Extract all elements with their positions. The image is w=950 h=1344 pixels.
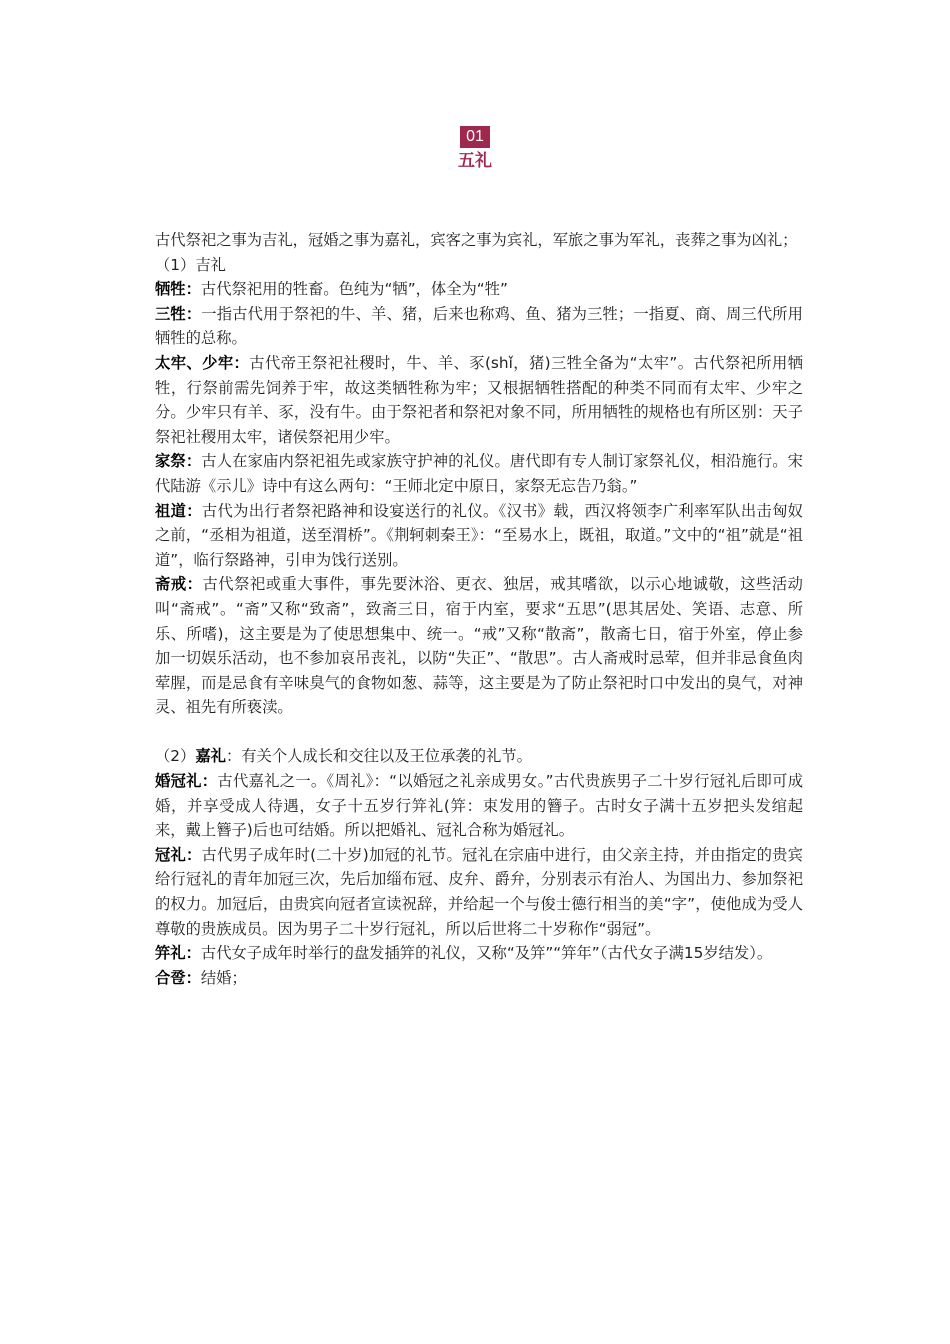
section-header (0, 126, 950, 172)
entry-term: 斋戒： (155, 575, 203, 594)
entry-term: 婚冠礼： (155, 772, 218, 791)
body-text (155, 228, 803, 990)
entry-text: 古人在家庙内祭祀祖先或家族守护神的礼仪。唐代即有专人制订家祭礼仪，相沿施行。宋代陆游《示儿》诗中有这么两句：“王师北定中原日，家祭无忘告乃翁。” (155, 452, 803, 495)
entry-tailao (155, 351, 803, 449)
entry-text: 古代男子成年时(二十岁)加冠的礼节。冠礼在宗庙中进行，由父亲主持，并由指定的贵宾给行冠礼的青年加冠三次，先后加缁布冠、皮弁、爵弁，分别表示有治人、为国出力、参加祭祀的权力。加冠后，由贵宾向冠者宣读祝辞，并给起一个与俊士德行相当的美“字”，使他成为受人尊敬的贵族成员。因为男子二十岁行冠礼，所以后世将二十岁称作“弱冠”。 (155, 845, 803, 938)
entry-jili (155, 941, 803, 966)
entry-zhaijie (155, 572, 803, 720)
entry-text: 古代祭祀用的牲畜。色纯为“牺”，体全为“牲” (200, 280, 508, 299)
entry-text: 古代为出行者祭祀路神和设宴送行的礼仪。《汉书》载，西汉将领李广利率军队出击匈奴之前，“丞相为祖道，送至渭桥”。《荆轲刺秦王》：“至易水上，既祖，取道。”文中的“祖”就是“祖道”，临行祭路神，引申为饯行送别。 (155, 501, 803, 569)
entry-term: 合卺： (155, 968, 201, 987)
entry-zudao (155, 499, 803, 573)
section2-heading-term: 嘉礼 (195, 747, 226, 766)
entry-text: 古代祭祀或重大事件，事先要沐浴、更衣、独居，戒其嗜欲，以示心地诚敬，这些活动叫“斋戒”。“斋”又称“致斋”，致斋三日，宿于内室，要求“五思”(思其居处、笑语、志意、所乐、所嗜)，这主要是为了使思想集中、统一。“戒”又称“散斋”，散斋七日，宿于外室，停止参加一切娱乐活动，也不参加哀吊丧礼，以防“失正”、“散思”。古人斋戒时忌荤，但并非忌食鱼肉荤腥，而是忌食有辛味臭气的食物如葱、蒜等，这主要是为了防止祭祀时口中发出的臭气，对神灵、祖先有所亵渎。 (155, 575, 803, 717)
entry-guanli (155, 843, 803, 941)
section2-heading-prefix: （2） (155, 747, 196, 766)
entry-term: 太牢、少牢： (155, 353, 250, 372)
entry-term: 家祭： (155, 452, 202, 471)
entry-term: 冠礼： (155, 845, 202, 864)
entry-term: 祖道： (155, 501, 202, 520)
entry-text: 结婚； (200, 968, 247, 987)
entry-text: 一指古代用于祭祀的牛、羊、猪，后来也称鸡、鱼、猪为三牲；一指夏、商、周三代所用牺牲的总称。 (155, 304, 803, 348)
entry-term: 笄礼： (155, 944, 201, 963)
entry-text: 古代女子成年时举行的盘发插笄的礼仪，又称“及笄”“笄年”（古代女子满15岁结发）。 (200, 944, 773, 963)
entry-xisheng (155, 277, 803, 302)
section2-heading (155, 744, 803, 769)
entry-term: 三牲： (155, 304, 202, 323)
entry-text: 古代帝王祭祀社稷时，牛、羊、豕(shǐ，猪)三牲全备为“太牢”。古代祭祀所用牺牲，行祭前需先饲养于牢，故这类牺牲称为牢；又根据牺牲搭配的种类不同而有太牢、少牢之分。少牢只有羊、豕，没有牛。由于祭祀者和祭祀对象不同，所用牺牲的规格也有所区别：天子祭祀社稷用太牢，诸侯祭祀用少牢。 (155, 353, 803, 446)
entry-hunguanli (155, 769, 803, 843)
entry-term: 牺牲： (155, 280, 201, 299)
section1-heading: （1）吉礼 (155, 255, 226, 274)
section-title: 五礼 (458, 151, 492, 171)
paragraph-gap (155, 720, 803, 745)
entry-sansheng (155, 302, 803, 351)
intro-paragraph: 古代祭祀之事为吉礼，冠婚之事为嘉礼，宾客之事为宾礼，军旅之事为军礼，丧葬之事为凶礼； (155, 231, 798, 249)
entry-text: 古代嘉礼之一。《周礼》：“以婚冠之礼亲成男女。”古代贵族男子二十岁行冠礼后即可成婚，并享受成人待遇，女子十五岁行笄礼(笄：束发用的簪子。古时女子满十五岁把头发绾起来，戴上簪子)后也可结婚。所以把婚礼、冠礼合称为婚冠礼。 (155, 772, 803, 840)
entry-jiaji (155, 449, 803, 498)
section-number-badge: 01 (460, 126, 490, 148)
entry-hejin (155, 966, 803, 991)
section2-heading-text: ：有关个人成长和交往以及王位承袭的礼节。 (225, 747, 532, 766)
